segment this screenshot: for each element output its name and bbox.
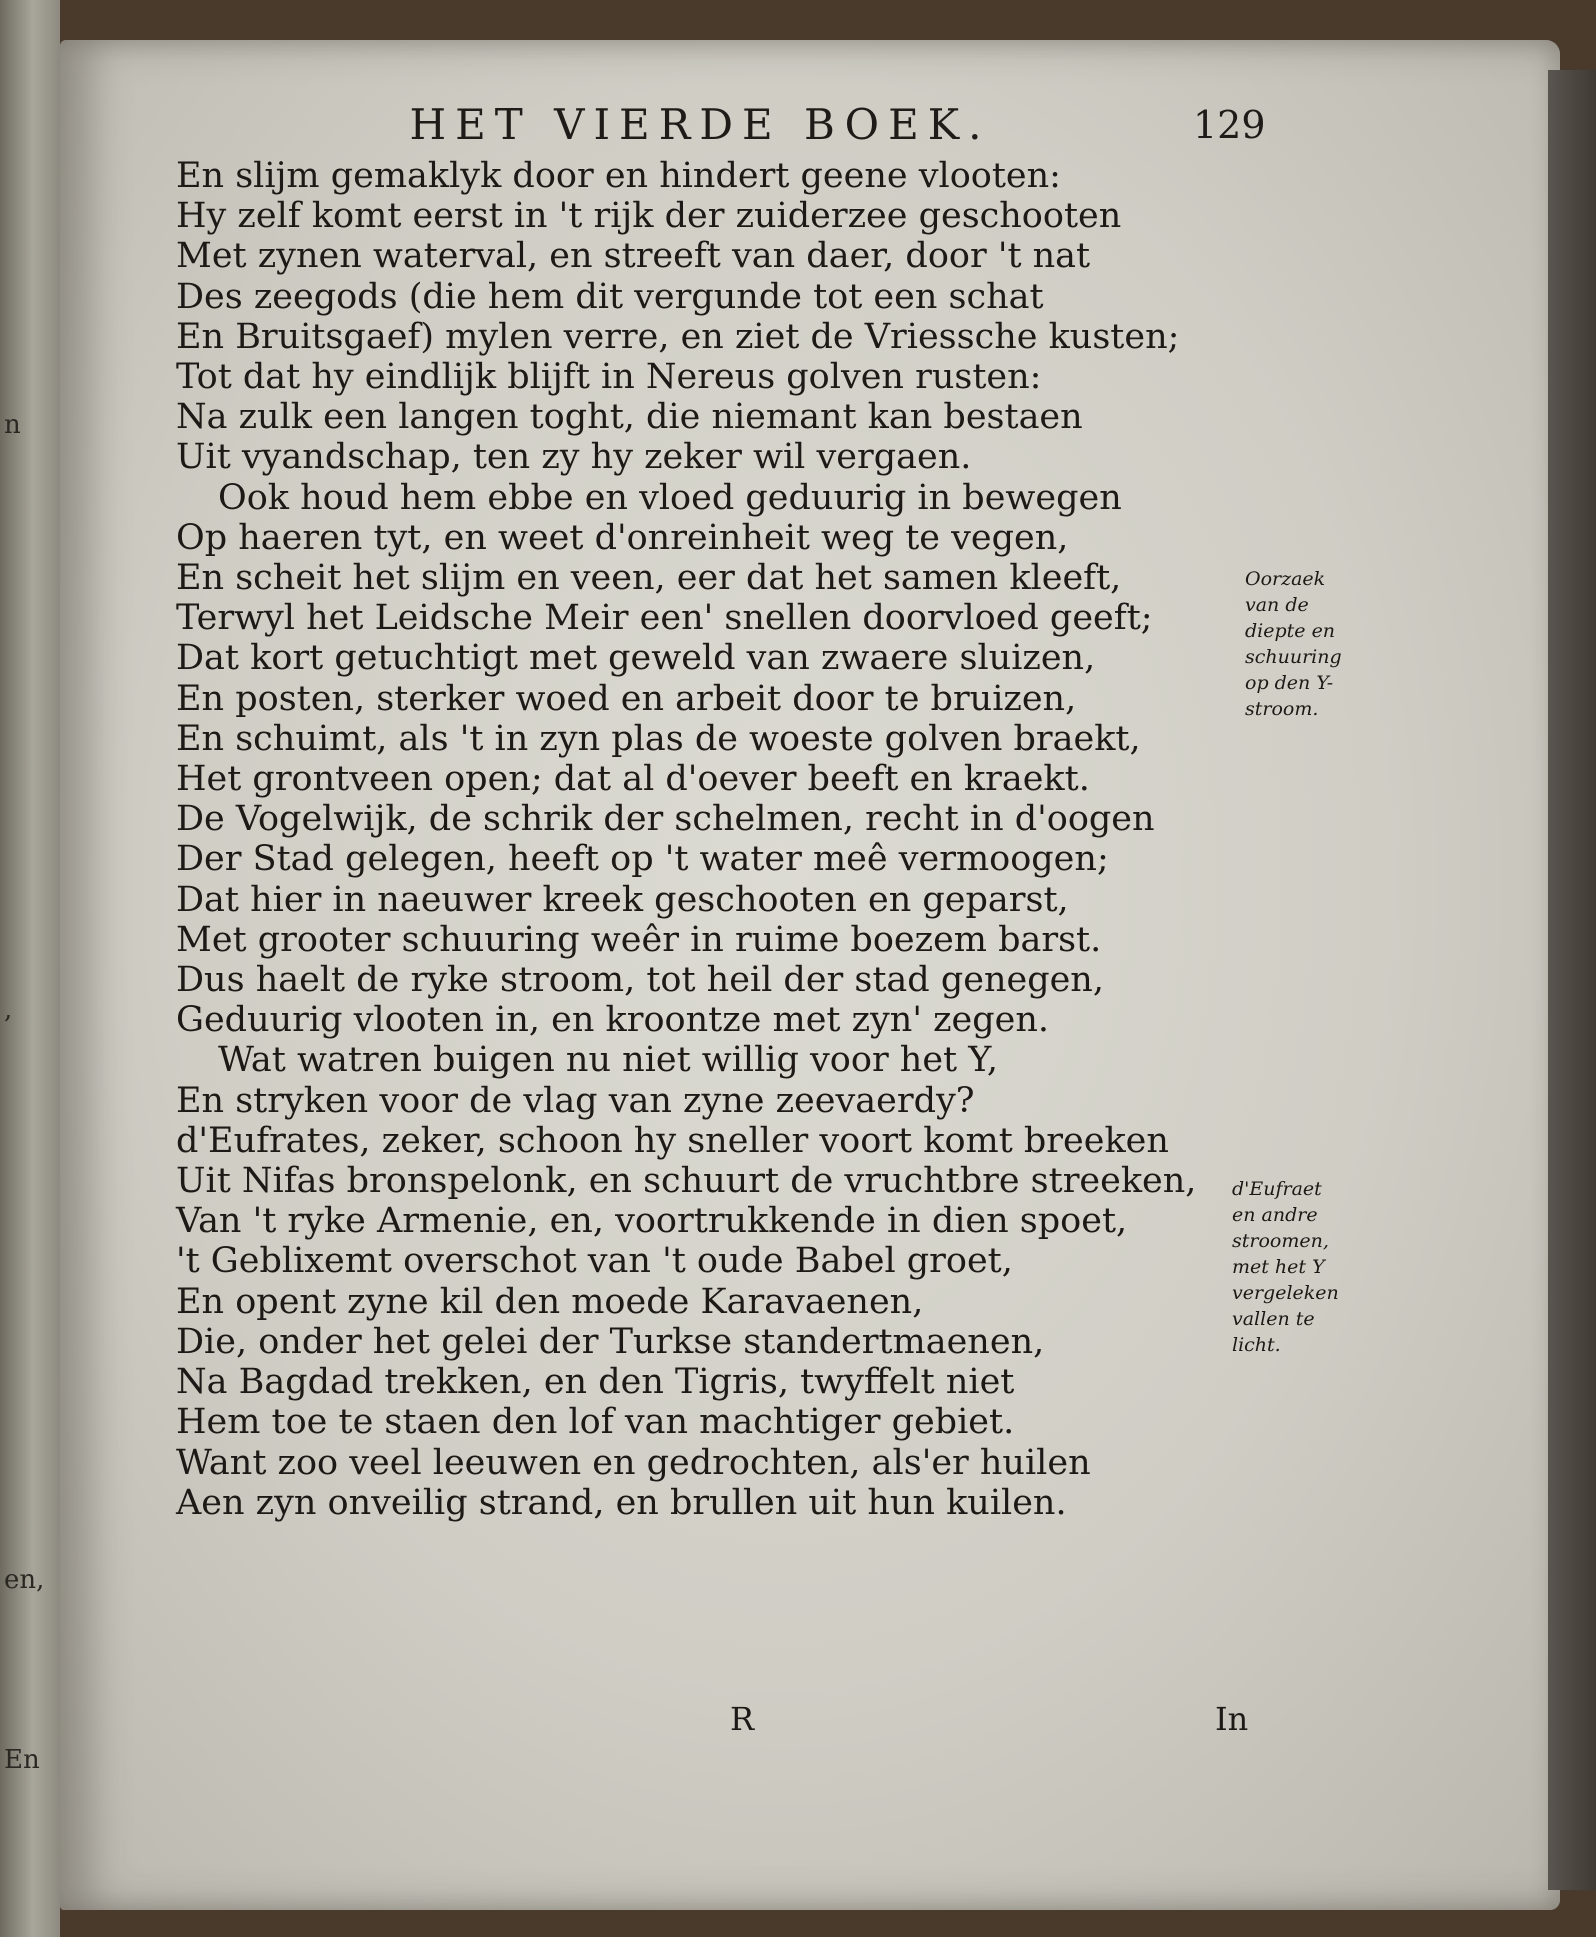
page-number: 129 bbox=[1193, 103, 1266, 147]
verse-line: Aen zyn onveilig strand, en brullen uit hun kuilen. bbox=[176, 1482, 1067, 1523]
verse-line: Ook houd hem ebbe en vloed geduurig in bewegen bbox=[218, 477, 1122, 518]
running-title: HET VIERDE BOEK. bbox=[409, 100, 991, 149]
verse-line: Hem toe te staen den lof van machtiger gebiet. bbox=[176, 1402, 1015, 1443]
verse-line: Die, onder het gelei der Turkse standertmaenen, bbox=[176, 1321, 1045, 1362]
margin-note bbox=[1245, 566, 1385, 722]
margin-note-line: Oorzaek bbox=[1245, 568, 1326, 590]
verse-line: 't Geblixemt overschot van 't oude Babel groet, bbox=[176, 1241, 1013, 1282]
verse-line: Tot dat hy eindlijk blijft in Nereus golven rusten: bbox=[176, 357, 1042, 398]
verse-line: Want zoo veel leeuwen en gedrochten, als'er huilen bbox=[176, 1442, 1091, 1483]
verse-line: Dus haelt de ryke stroom, tot heil der stad genegen, bbox=[176, 960, 1104, 1001]
verse-line: Der Stad gelegen, heeft op 't water meê vermoogen; bbox=[176, 839, 1109, 880]
verse-line: Des zeegods (die hem dit vergunde tot een schat bbox=[176, 276, 1044, 317]
verse-line: Na Bagdad trekken, en den Tigris, twyffelt niet bbox=[176, 1362, 1015, 1403]
verse-line: Met grooter schuuring weêr in ruime boezem barst. bbox=[176, 919, 1102, 960]
verse-line: Uit vyandschap, ten zy hy zeker wil vergaen. bbox=[176, 437, 972, 478]
verse-line: Het grontveen open; dat al d'oever beeft en kraekt. bbox=[176, 759, 1090, 800]
verse-line: Dat kort getuchtigt met geweld van zwaere sluizen, bbox=[176, 638, 1096, 679]
margin-note-line: schuuring bbox=[1245, 646, 1342, 668]
verse-line: Hy zelf komt eerst in 't rijk der zuiderzee geschooten bbox=[176, 196, 1122, 237]
margin-note-line: van de bbox=[1245, 594, 1309, 616]
verse-line: Dat hier in naeuwer kreek geschooten en geparst, bbox=[176, 879, 1069, 920]
verse-line: En posten, sterker woed en arbeit door te bruizen, bbox=[176, 678, 1077, 719]
margin-note-line: met het Y bbox=[1232, 1256, 1325, 1278]
margin-note-line: vergeleken bbox=[1232, 1282, 1339, 1304]
left-page-fragment: , bbox=[4, 995, 13, 1025]
catchword: In bbox=[1215, 1700, 1249, 1738]
verse-line: d'Eufrates, zeker, schoon hy sneller voort komt breeken bbox=[176, 1120, 1169, 1161]
verse-line: Op haeren tyt, en weet d'onreinheit weg te vegen, bbox=[176, 517, 1069, 558]
verse-text bbox=[176, 156, 1236, 1523]
verse-line: En slijm gemaklyk door en hindert geene vlooten: bbox=[176, 156, 1061, 196]
verse-line: En schuimt, als 't in zyn plas de woeste golven braekt, bbox=[176, 718, 1141, 759]
margin-note-line: op den Y- bbox=[1245, 672, 1334, 694]
verse-line: De Vogelwijk, de schrik der schelmen, recht in d'oogen bbox=[176, 799, 1155, 840]
verse-line: En scheit het slijm en veen, eer dat het samen kleeft, bbox=[176, 558, 1122, 599]
verse-line: Terwyl het Leidsche Meir een' snellen doorvloed geeft; bbox=[176, 598, 1153, 639]
margin-note-line: vallen te bbox=[1232, 1308, 1315, 1330]
verse-line: Na zulk een langen toght, die niemant kan bestaen bbox=[176, 397, 1083, 438]
margin-note-line: en andre bbox=[1232, 1204, 1318, 1226]
verse-line: En stryken voor de vlag van zyne zeevaerdy? bbox=[176, 1080, 975, 1121]
verse-line: Uit Nifas bronspelonk, en schuurt de vruchtbre streeken, bbox=[176, 1161, 1197, 1202]
verse-line: Van 't ryke Armenie, en, voortrukkende in dien spoet, bbox=[176, 1201, 1128, 1242]
verse-line: En opent zyne kil den moede Karavaenen, bbox=[176, 1281, 924, 1322]
margin-note-line: licht. bbox=[1232, 1334, 1281, 1356]
margin-note-line: stroom. bbox=[1245, 698, 1319, 720]
verse-line: Wat watren buigen nu niet willig voor het Y, bbox=[218, 1040, 998, 1081]
left-page-edge bbox=[0, 0, 60, 1937]
margin-note-line: d'Eufraet bbox=[1232, 1178, 1322, 1200]
margin-note bbox=[1232, 1176, 1372, 1358]
left-page-fragment: en, bbox=[4, 1565, 45, 1595]
margin-note-line: stroomen, bbox=[1232, 1230, 1329, 1252]
signature-mark: R bbox=[730, 1700, 755, 1738]
book-edge bbox=[1548, 70, 1596, 1890]
verse-line: Met zynen waterval, en streeft van daer, door 't nat bbox=[176, 236, 1091, 277]
margin-note-line: diepte en bbox=[1245, 620, 1336, 642]
left-page-fragment: n bbox=[4, 410, 21, 440]
verse-line: En Bruitsgaef) mylen verre, en ziet de Vriessche kusten; bbox=[176, 316, 1180, 357]
left-page-fragment: En bbox=[4, 1745, 40, 1775]
verse-line: Geduurig vlooten in, en kroontze met zyn' zegen. bbox=[176, 1000, 1050, 1041]
